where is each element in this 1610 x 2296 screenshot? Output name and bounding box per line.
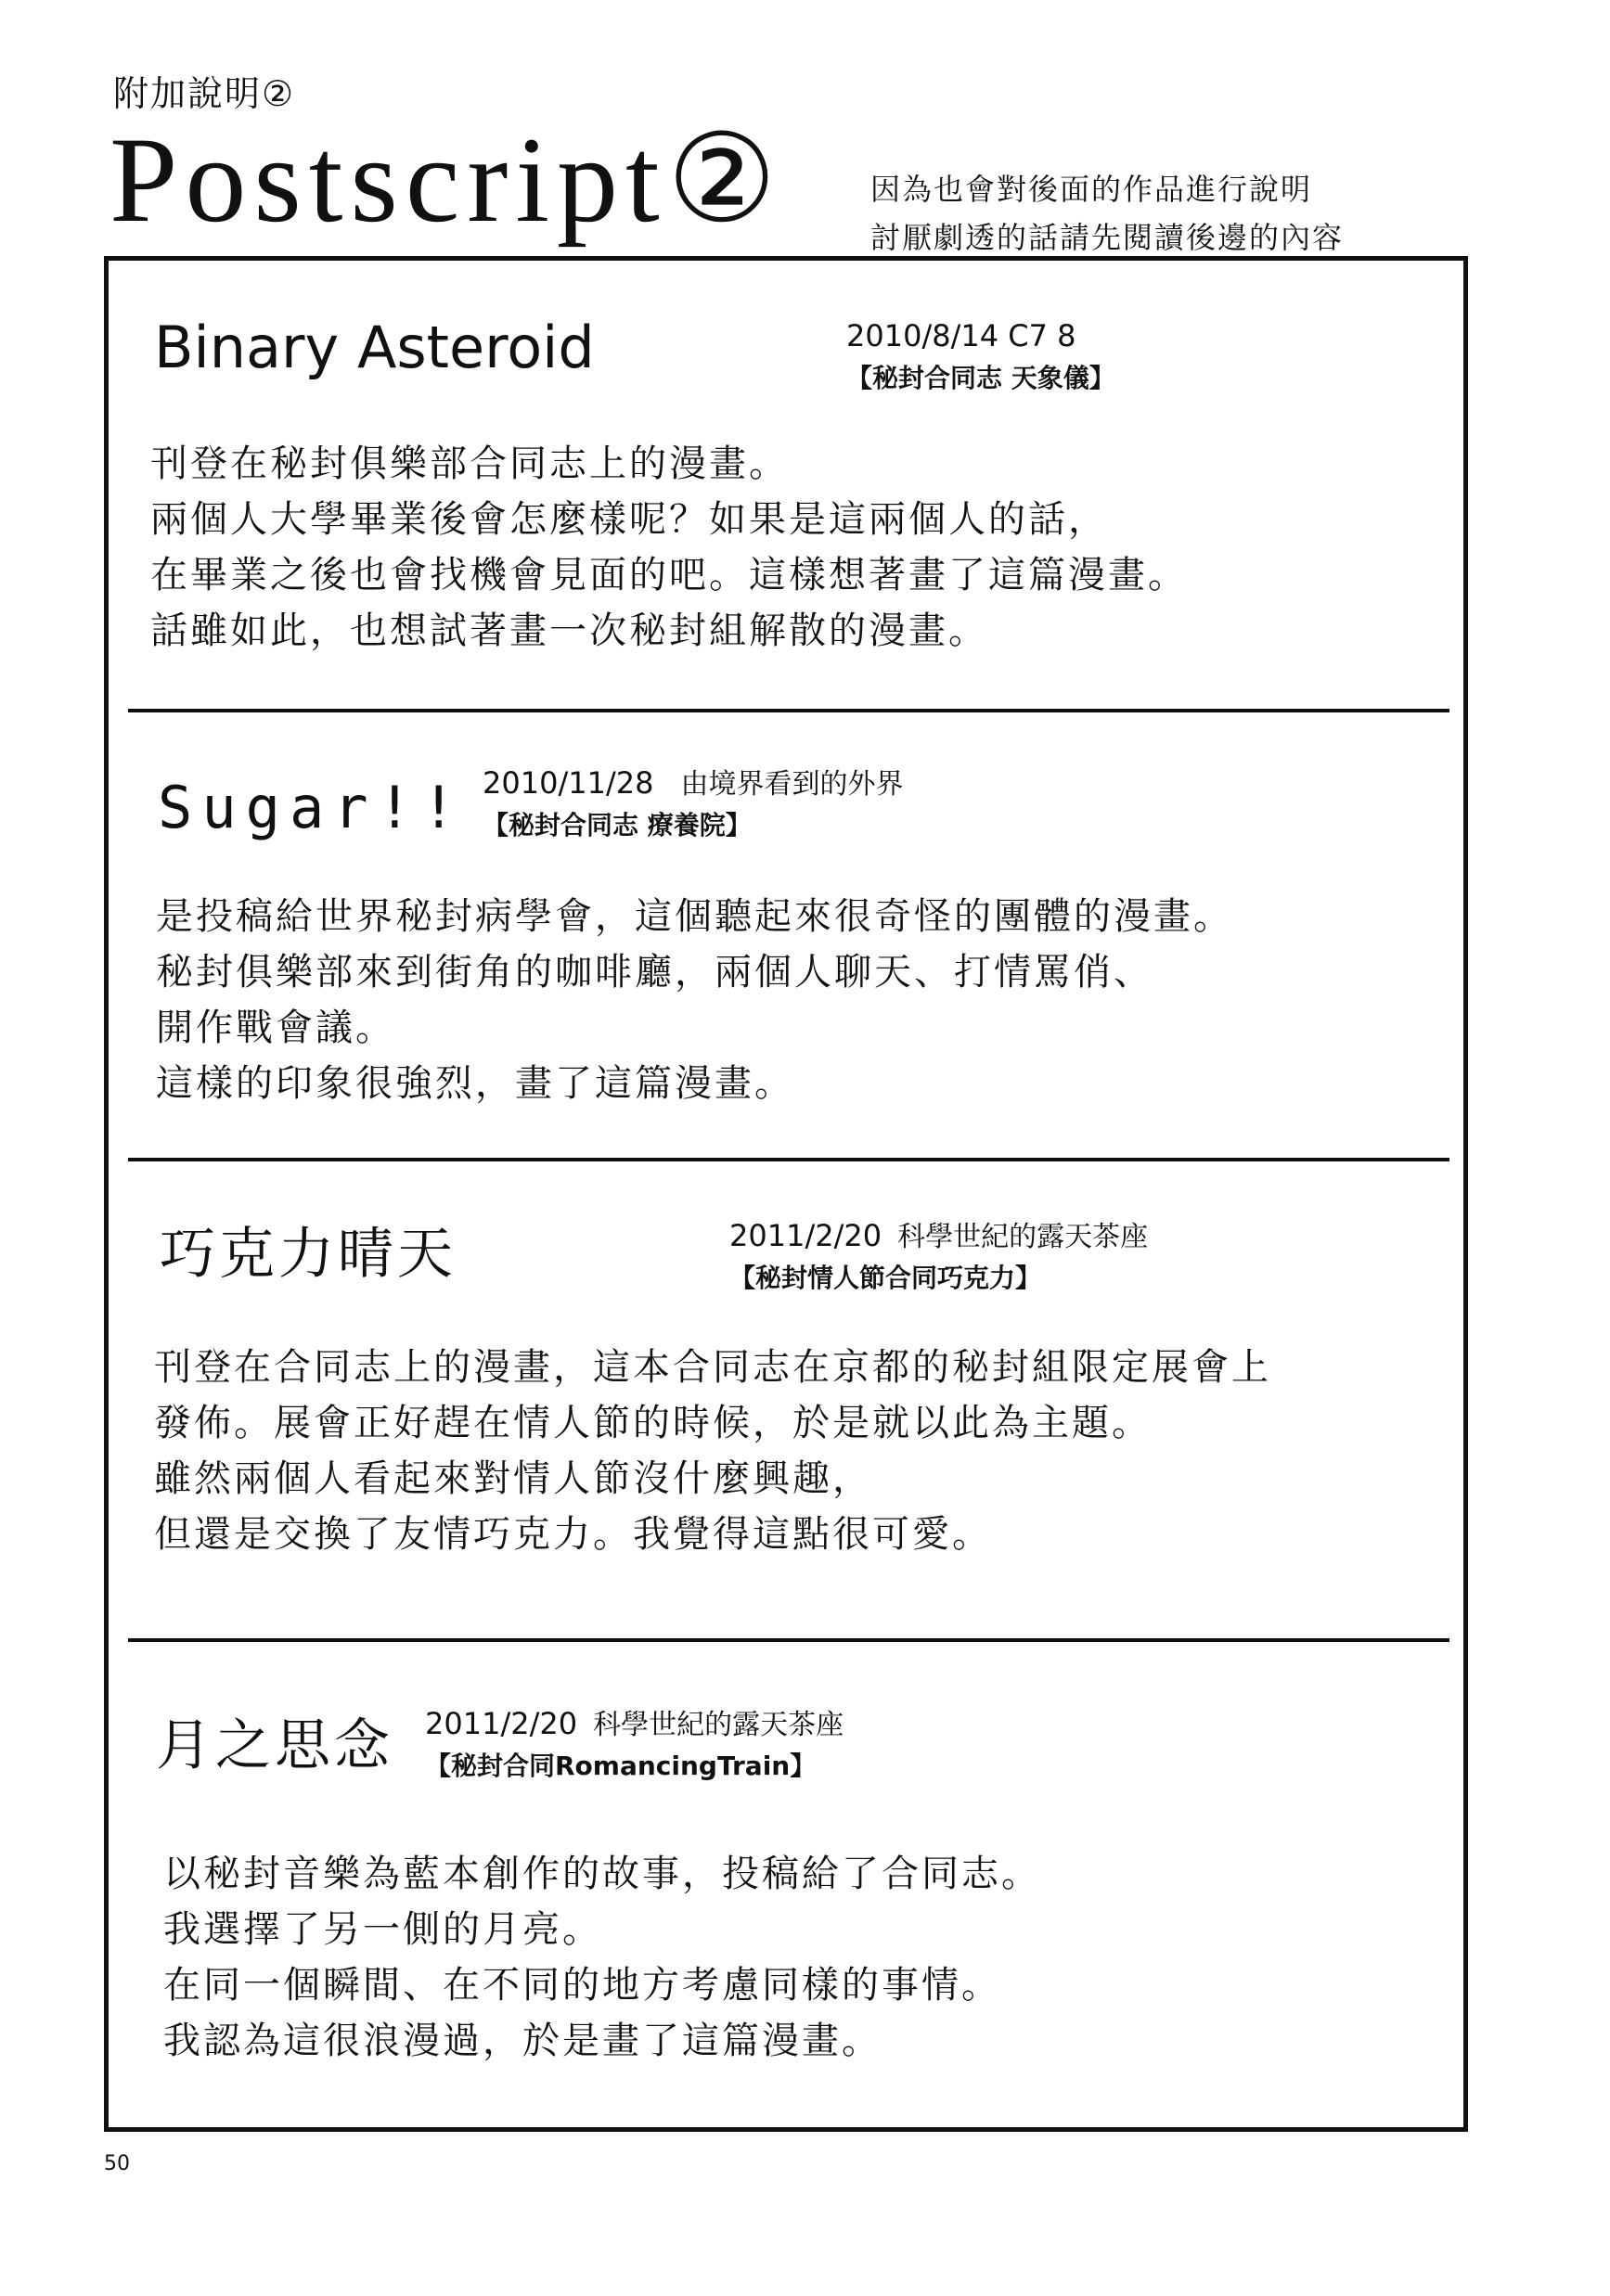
body-line: 話雖如此，也想試著畫一次秘封組解散的漫畫。 [150, 609, 988, 652]
section-body [154, 1340, 1271, 1562]
notice-line: 討厭劇透的話請先閱讀後邊的內容 [870, 220, 1345, 255]
body-line: 刊登在秘封俱樂部合同志上的漫畫。 [150, 443, 789, 485]
section-book: 【秘封合同RomancingTrain】 [425, 1751, 817, 1781]
section-book: 【秘封合同志 療養院】 [483, 810, 752, 840]
page-title: Postscript② [109, 111, 785, 248]
body-line: 在畢業之後也會找機會見面的吧。這樣想著畫了這篇漫畫。 [150, 554, 1188, 596]
spoiler-notice [870, 165, 1344, 262]
section-meta [483, 764, 904, 844]
section-title: Binary Asteroid [154, 314, 595, 381]
section-body [150, 436, 1188, 659]
body-line: 開作戰會議。 [156, 1007, 395, 1049]
section-book: 【秘封情人節合同巧克力】 [729, 1263, 1042, 1293]
section-divider [128, 1158, 1449, 1161]
section-book: 【秘封合同志 天象儀】 [846, 363, 1115, 393]
body-line: 雖然兩個人看起來對情人節沒什麼興趣， [154, 1457, 872, 1500]
body-line: 我認為這很浪漫過，於是畫了這篇漫畫。 [163, 2020, 882, 2062]
section-divider [128, 709, 1449, 712]
section-date: 2011/2/20 [729, 1218, 882, 1253]
section-meta [846, 317, 1115, 397]
body-line: 秘封俱樂部來到街角的咖啡廳，兩個人聊天、打情罵俏、 [156, 951, 1153, 994]
body-line: 以秘封音樂為藍本創作的故事，投稿給了合同志。 [163, 1853, 1041, 1895]
body-line: 我選擇了另一側的月亮。 [163, 1908, 602, 1951]
section-body [156, 889, 1233, 1111]
section-title: 巧克力晴天 [160, 1222, 457, 1287]
section-divider [128, 1638, 1449, 1642]
section-title: Sugar!! [158, 774, 466, 841]
section-date: 2011/2/20 [425, 1706, 578, 1741]
section-date: 2010/8/14 C7 8 [846, 318, 1076, 353]
section-event: 科學世紀的露天茶座 [897, 1221, 1149, 1253]
section-meta [425, 1705, 844, 1785]
section-date: 2010/11/28 [483, 765, 654, 801]
section-meta [729, 1217, 1148, 1297]
page-number: 50 [104, 2152, 130, 2175]
subtitle-cn: 附加說明② [113, 73, 296, 114]
body-line: 刊登在合同志上的漫畫，這本合同志在京都的秘封組限定展會上 [154, 1346, 1271, 1389]
notice-line: 因為也會對後面的作品進行說明 [870, 172, 1313, 207]
body-line: 在同一個瞬間、在不同的地方考慮同樣的事情。 [163, 1964, 1001, 2007]
body-line: 是投稿給世界秘封病學會，這個聽起來很奇怪的團體的漫畫。 [156, 895, 1233, 938]
body-line: 發佈。展會正好趕在情人節的時候，於是就以此為主題。 [154, 1402, 1152, 1444]
body-line: 但還是交換了友情巧克力。我覺得這點很可愛。 [154, 1513, 992, 1556]
section-body [163, 1846, 1041, 2069]
section-event: 由境界看到的外界 [680, 768, 904, 801]
body-line: 這樣的印象很強烈，畫了這篇漫畫。 [156, 1062, 794, 1105]
body-line: 兩個人大學畢業後會怎麼樣呢？如果是這兩個人的話， [150, 498, 1108, 541]
section-event: 科學世紀的露天茶座 [593, 1709, 844, 1741]
section-title: 月之思念 [156, 1713, 393, 1778]
